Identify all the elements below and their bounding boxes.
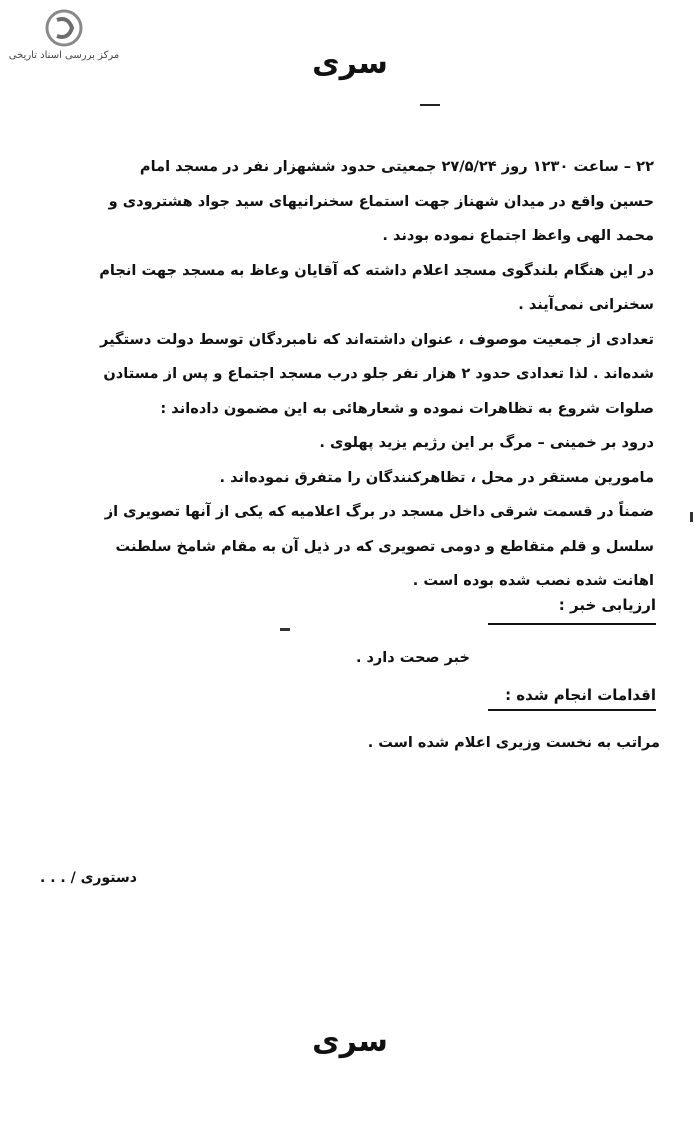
reference-note: دستوری / . . . — [40, 870, 137, 886]
paragraph-4-slogans: درود بر خمینی – مرگ بر این رژیم یزید پهلوی . — [319, 434, 654, 451]
evaluation-underline — [488, 623, 656, 625]
divider-dash — [420, 104, 440, 106]
stray-mark — [690, 512, 693, 522]
evaluation-title: ارزیابی خبر : — [558, 596, 656, 614]
archive-emblem-icon — [44, 8, 84, 48]
paragraph-2: در این هنگام بلندگوی مسجد اعلام داشته که آقایان وعاظ به مسجد جهت انجام سخنرانی نمی‌آیند . — [99, 261, 654, 313]
actions-underline — [488, 709, 656, 711]
actions-title: اقدامات انجام شده : — [505, 686, 656, 704]
paragraph-5: مامورین مستقر در محل ، تظاهرکنندگان را متفرق نموده‌اند . — [219, 468, 654, 486]
logo-caption: مرکز بررسی اسناد تاریخی — [8, 50, 120, 61]
paragraph-3: تعدادی از جمعیت موصوف ، عنوان داشته‌اند که نامبردگان توسط دولت دستگیر شده‌اند . لذا تعدادی حدود ۲ هزار نفر جلو درب مسجد اجتماع و پس از مستادن صلوات شروع به تظاهرات نموده و شعارهائی به این مضمون داده‌اند : — [100, 330, 654, 417]
classification-footer: سری — [312, 1024, 388, 1059]
paragraph-6: ضمناً در قسمت شرقی داخل مسجد در برگ اعلامیه که یکی از آنها تصویری از سلسل و قلم متقاطع و دومی تصویری که در ذیل آن به مقام شامخ سلطنت اهانت شده نصب شده بوده است . — [104, 503, 654, 589]
actions-text: مراتب به نخست وزیری اعلام شده است . — [367, 735, 660, 751]
report-body — [96, 150, 654, 599]
evaluation-response: خبر صحت دارد . — [355, 650, 470, 666]
stray-mark — [280, 628, 290, 631]
classification-header: سری — [312, 46, 388, 81]
paragraph-1: ۲۲ – ساعت ۱۲۳۰ روز ۲۷/۵/۲۴ جمعیتی حدود ششهزار نفر در مسجد امام حسین واقع در میدان شهناز جهت استماع سخنرانیهای سید جواد هشترودی و محمد الهی واعظ اجتماع نموده بودند . — [108, 158, 654, 244]
